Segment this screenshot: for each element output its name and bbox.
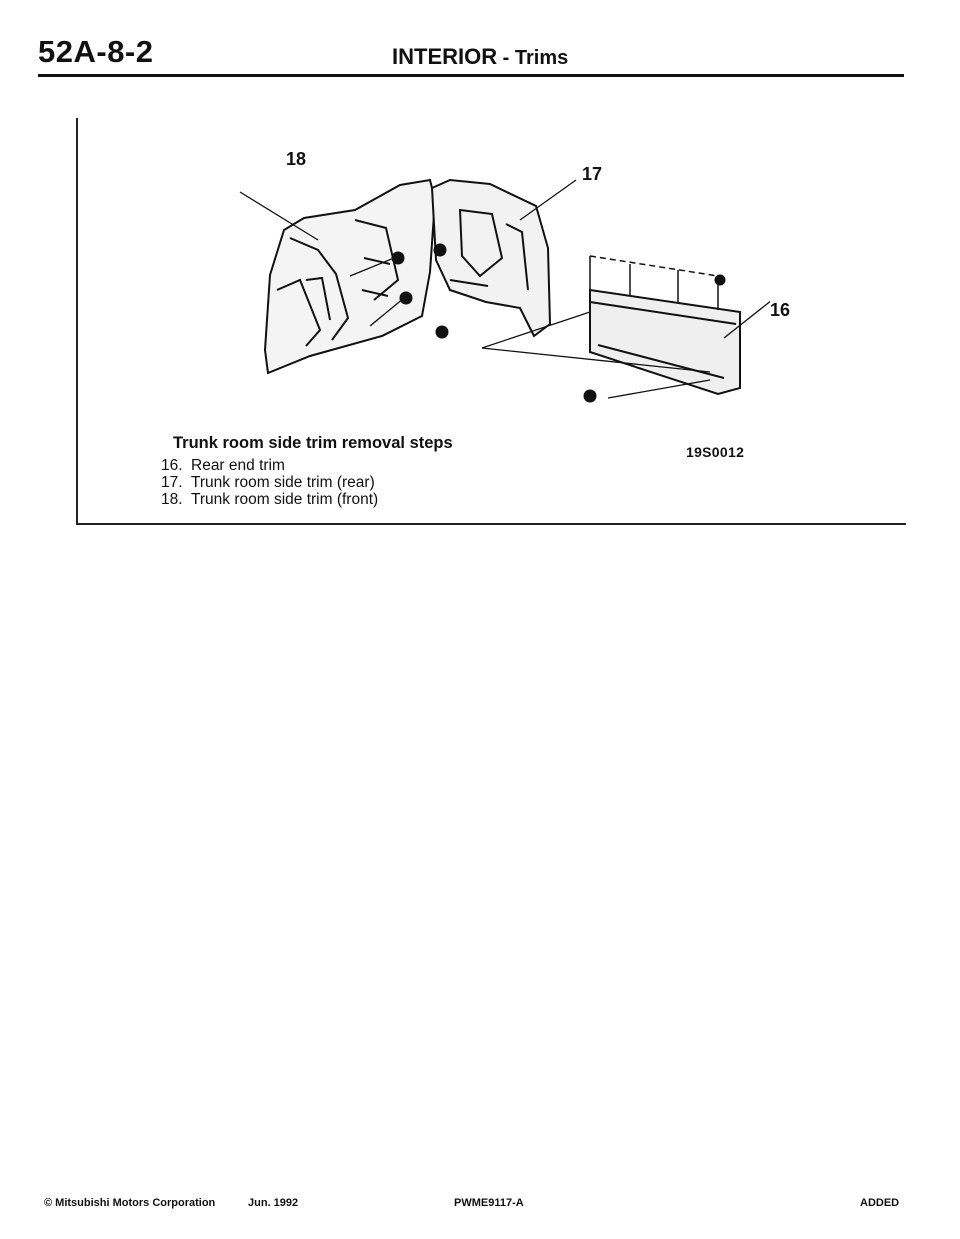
- callout-18: 18: [286, 149, 307, 169]
- title-separator: -: [497, 47, 515, 69]
- footer-date: Jun. 1992: [248, 1197, 299, 1209]
- step-text: Rear end trim: [191, 457, 285, 474]
- callout-17: 17: [582, 164, 603, 184]
- figure-code: 19S0012: [686, 444, 745, 460]
- step-number: 16.: [161, 457, 183, 474]
- step-number: 17.: [161, 474, 183, 491]
- trim-exploded-diagram: [150, 140, 770, 430]
- footer-doc-code: PWME9117-A: [454, 1197, 524, 1209]
- front-side-trim-drawing: [265, 180, 435, 373]
- caption-title: Trunk room side trim removal steps: [173, 434, 453, 452]
- step-number: 18.: [161, 491, 183, 508]
- callout-16: 16: [770, 300, 791, 320]
- step-item: [161, 457, 378, 474]
- footer-copyright: © Mitsubishi Motors Corporation: [44, 1197, 216, 1209]
- removal-steps-list: [161, 457, 378, 508]
- step-item: [161, 474, 378, 491]
- step-text: Trunk room side trim (rear): [191, 474, 375, 491]
- step-text: Trunk room side trim (front): [191, 491, 379, 508]
- step-item: [161, 491, 378, 508]
- rear-side-trim-drawing: [432, 180, 550, 336]
- page-title: [392, 44, 568, 70]
- subsection-title: Trims: [514, 47, 569, 69]
- header-rule: [38, 74, 904, 77]
- footer-status: ADDED: [860, 1197, 900, 1209]
- page-number: 52A-8-2: [38, 34, 154, 69]
- section-title: INTERIOR: [392, 44, 498, 69]
